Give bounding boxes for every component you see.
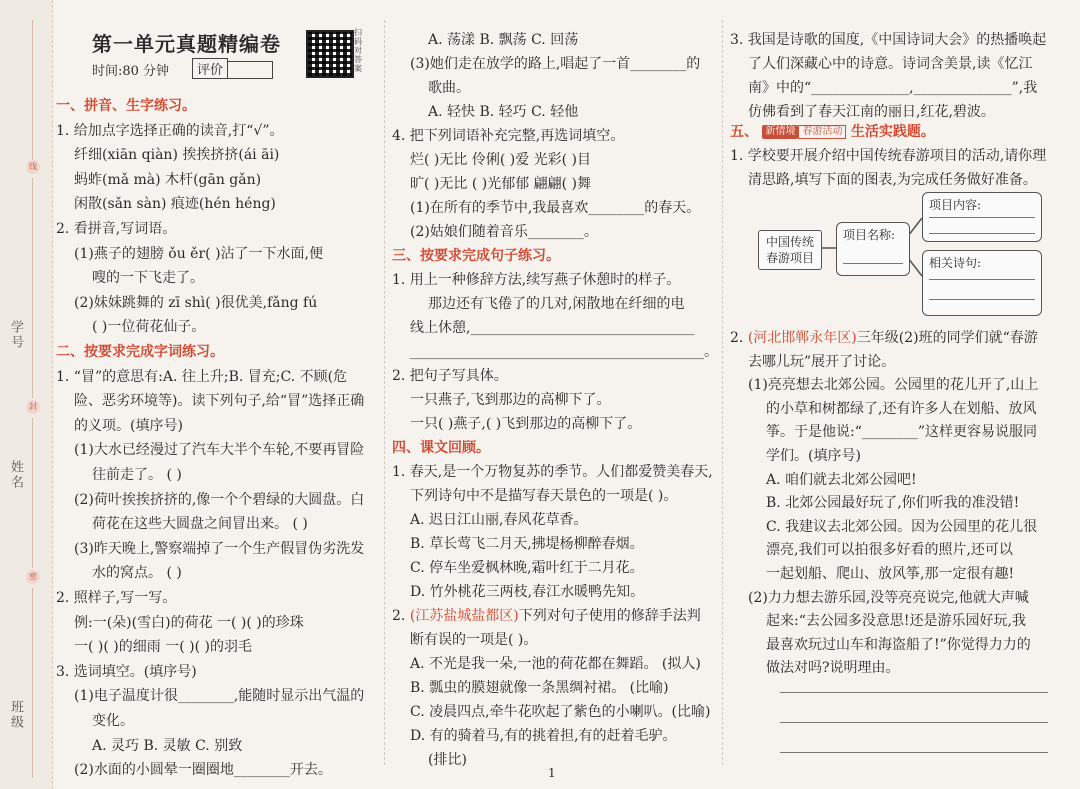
text-line: A. 灵巧 B. 灵敏 C. 别致 [92, 737, 243, 754]
question-text: 三年级(2)班的同学们就“春游 [856, 330, 1038, 346]
answer-line[interactable] [780, 752, 1048, 753]
text-line: B. 瓢虫的膜翅就像一条黑绸衬裙。 (比喻) [410, 680, 669, 696]
text-line: A. 不光是我一朵,一池的荷花都在舞蹈。 (拟人) [410, 656, 701, 672]
seal-dot-top: 线 [26, 160, 40, 174]
text-line: 嗖的一下飞走了。 [92, 270, 204, 287]
text-line: D. 有的骑着马,有的挑着担,有的赶着毛驴。 [410, 728, 677, 744]
text-line: 去哪儿玩”展开了讨论。 [748, 353, 896, 370]
section-heading: 二、按要求完成字词练习。 [56, 344, 224, 360]
text-line: (1)电子温度计很________,能随时显示出气温的 [74, 688, 365, 705]
text-line: 闲散(sǎn sàn) 痕迹(hén héng) [74, 196, 276, 213]
section-5-badge-tag: 春游活动 [798, 125, 846, 139]
column-2 [392, 0, 718, 789]
text-line: (2)水面的小圆晕一圈圈地________开去。 [74, 762, 332, 779]
text-line: B. 北郊公园最好玩了,你们听我的准没错! [766, 495, 1020, 512]
text-line: (2)荷叶挨挨挤挤的,像一个个碧绿的大圆盘。白 [74, 491, 365, 508]
text-line: (排比) [428, 752, 467, 768]
section-heading: 四、课文回顾。 [392, 440, 490, 456]
diagram-poem-line[interactable] [929, 279, 1035, 280]
qr-caption: 扫码对答案 [354, 28, 362, 73]
question-number: 2. [392, 608, 410, 624]
text-line: 歌曲。 [428, 80, 470, 96]
diagram-poem-box[interactable] [922, 250, 1042, 316]
text-line: 烂( )无比 伶俐( )爱 光彩( )目 [410, 152, 592, 168]
page-title: 第一单元真题精编卷 [92, 32, 281, 56]
text-line: 漂亮,我们可以拍很多好看的照片,还可以 [766, 542, 1013, 559]
text-line: A. 轻快 B. 轻巧 C. 轻他 [428, 104, 579, 120]
seal-line [32, 178, 33, 398]
question-line: 2. 看拼音,写词语。 [56, 221, 177, 237]
text-line: 的义项。(填序号) [74, 417, 183, 434]
question-line: 1. 用上一种修辞方法,续写燕子休憩时的样子。 [392, 272, 681, 288]
diagram-content-line[interactable] [929, 233, 1035, 234]
rubric [192, 58, 273, 79]
seal-dot-bottom: 密 [26, 570, 40, 584]
text-line: (3)昨天晚上,警察端掉了一个生产假冒伪劣洗发 [74, 540, 365, 557]
text-line: 一只( )燕子,( )飞到那边的高柳下了。 [410, 416, 642, 432]
seal-line [32, 418, 33, 568]
answer-line[interactable] [780, 692, 1048, 693]
text-line: 一只燕子,飞到那边的高柳下了。 [410, 392, 611, 408]
diagram-content-box[interactable] [922, 192, 1042, 242]
text-line: 起来:“去公园多没意思!还是游乐园好玩,我 [766, 613, 1026, 630]
text-line: 水的窝点。 ( ) [92, 565, 182, 582]
text-line: (1)在所有的季节中,我最喜欢________的春天。 [410, 200, 701, 216]
text-line: (1)大水已经漫过了汽车大半个车轮,不要再冒险 [74, 442, 365, 459]
text-line: 旷( )无比 ( )光郁郁 翩翩( )舞 [410, 176, 592, 192]
seal-dot-mid: 封 [26, 400, 40, 414]
diagram-content-line[interactable] [929, 217, 1035, 218]
diagram-root-line2: 春游项目 [765, 251, 814, 265]
question-line: 1. 给加点字选择正确的读音,打“√”。 [56, 122, 284, 139]
text-line: 一( )( )的细雨 一( )( )的羽毛 [74, 639, 252, 656]
text-line: 那边还有飞倦了的几对,闲散地在纤细的电 [428, 296, 685, 312]
text-line: ( )一位荷花仙子。 [92, 319, 206, 336]
diagram-root-line1: 中国传统 [765, 235, 814, 249]
text-line: A. 咱们就去北郊公园吧! [766, 471, 917, 488]
diagram-root-box [758, 230, 822, 270]
text-line: 了人们深藏心中的诗意。诗词含美景,读《忆江 [748, 56, 1033, 72]
question-line: 1. 春天,是一个万物复苏的季节。人们都爱赞美春天, [392, 464, 713, 480]
column-divider [384, 20, 385, 765]
section-5-heading [730, 122, 1062, 142]
section-5-badge: 新情境 [762, 125, 798, 139]
text-line: (2)妹妹跳舞的 zī shì( )很优美,fǎng fú [74, 294, 318, 311]
seal-line [32, 20, 33, 160]
text-line: 断有误的一项是( )。 [410, 632, 538, 648]
text-line: 纤细(xiān qiàn) 挨挨挤挤(ái āi) [74, 147, 280, 164]
text-line: 南》中的“______________,______________”,我 [748, 80, 1038, 96]
text-line: (2)力力想去游乐园,没等亮亮说完,他就大声喊 [748, 589, 1029, 606]
question-line: 4. 把下列词语补充完整,再选词填空。 [392, 128, 625, 144]
diagram-content-label: 项目内容: [929, 198, 982, 212]
column-3 [730, 0, 1062, 789]
section-5-title: 生活实践题。 [850, 124, 935, 140]
qr-code-icon[interactable] [306, 30, 354, 78]
text-line: D. 竹外桃花三两枝,春江水暖鸭先知。 [410, 584, 645, 600]
class-label: 班级 [8, 700, 23, 730]
column-divider [722, 20, 723, 765]
section-5-prefix: 五、 [730, 124, 758, 140]
text-line: 最喜欢玩过山车和海盗船了!”你觉得力力的 [766, 636, 1031, 653]
question-line: 1. “冒”的意思有:A. 往上升;B. 冒充;C. 不顾(危 [56, 368, 348, 385]
question-text: 下列对句子使用的修辞手法判 [518, 608, 701, 624]
text-line: B. 草长莺飞二月天,拂堤杨柳醉春烟。 [410, 536, 644, 552]
text-line: C. 凌晨四点,牵牛花吹起了紫色的小喇叭。(比喻) [410, 704, 711, 720]
seal-line [32, 588, 33, 778]
column-1 [56, 0, 376, 789]
page-number: 1 [548, 766, 556, 780]
text-line: 线上休憩,________________________________ [410, 320, 695, 336]
answer-line[interactable] [780, 722, 1048, 723]
text-line: 一起划船、爬山、放风筝,那一定很有趣! [766, 566, 1015, 582]
text-line: 险、恶劣环境等)。读下列句子,给“冒”选择正确 [74, 393, 365, 410]
text-line: 仿佛看到了春天江南的丽日,红花,碧波。 [748, 104, 995, 120]
text-line: 做法对吗?说明理由。 [766, 660, 900, 677]
diagram-poem-label: 相关诗句: [929, 256, 982, 270]
question-line: 1. 学校要开展介绍中国传统春游项目的活动,请你理 [730, 148, 1047, 164]
question-line: 2. 把句子写具体。 [392, 368, 508, 384]
diagram-name-answer-line[interactable] [843, 263, 903, 264]
text-line: C. 我建议去北郊公园。因为公园里的花儿很 [766, 518, 1038, 535]
text-line: 往前走了。 ( ) [92, 467, 182, 483]
binding-margin [0, 0, 53, 789]
text-line: A. 荡漾 B. 飘荡 C. 回荡 [428, 32, 579, 48]
text-line: (3)她们走在放学的路上,唱起了一首________的 [410, 56, 701, 72]
name-label: 姓名 [8, 460, 23, 490]
question-line: 3. 我国是诗歌的国度,《中国诗词大会》的热播唤起 [730, 32, 1047, 48]
question-line [392, 606, 714, 626]
text-line: (1)亮亮想去北郊公园。公园里的花儿开了,山上 [748, 377, 1039, 394]
question-number: 2. [730, 330, 748, 346]
student-id-label: 学号 [8, 320, 23, 350]
question-line: 3. 选词填空。(填序号) [56, 663, 197, 680]
text-line: 例:一(朵)(雪白)的荷花 一( )( )的珍珠 [74, 614, 304, 631]
text-line: __________________________________________。 [410, 344, 718, 360]
text-line: 变化。 [92, 713, 134, 729]
question-line: 2. 照样子,写一写。 [56, 590, 177, 606]
text-line: C. 停车坐爱枫林晚,霜叶红于二月花。 [410, 560, 644, 576]
text-line: 下列诗句中不是描写春天景色的一项是( )。 [410, 488, 678, 504]
text-line: (2)姑娘们随着音乐________。 [410, 224, 598, 240]
rubric-box[interactable] [228, 61, 273, 79]
text-line: 学们。(填序号) [766, 448, 861, 464]
diagram-name-box[interactable] [836, 222, 910, 276]
diagram-poem-line[interactable] [929, 299, 1035, 300]
question-line [730, 328, 1062, 348]
time-limit: 时间:80 分钟 [92, 64, 170, 79]
text-line: 的小草和树都绿了,还有许多人在划船、放风 [766, 400, 1037, 417]
section-heading: 一、拼音、生字练习。 [56, 98, 196, 114]
source-region: (江苏盐城盐都区) [409, 608, 519, 624]
source-region: (河北邯郸永年区) [747, 330, 857, 346]
rubric-label: 评价 [192, 58, 228, 79]
text-line: A. 迟日江山丽,春风花草香。 [410, 512, 588, 528]
text-line: 荷花在这些大圆盘之间冒出来。 ( ) [92, 516, 308, 533]
text-line: 蚂蚱(mǎ mà) 木杆(gān gǎn) [74, 171, 262, 188]
text-line: 筝。于是他说:“________”这样更容易说服同 [766, 424, 1038, 441]
section-heading: 三、按要求完成句子练习。 [392, 248, 560, 264]
text-line: 清思路,填写下面的图表,为完成任务做好准备。 [748, 172, 1037, 188]
text-line: (1)燕子的翅膀 ǒu ěr( )沾了一下水面,便 [74, 245, 323, 262]
diagram-name-label: 项目名称: [843, 228, 896, 242]
